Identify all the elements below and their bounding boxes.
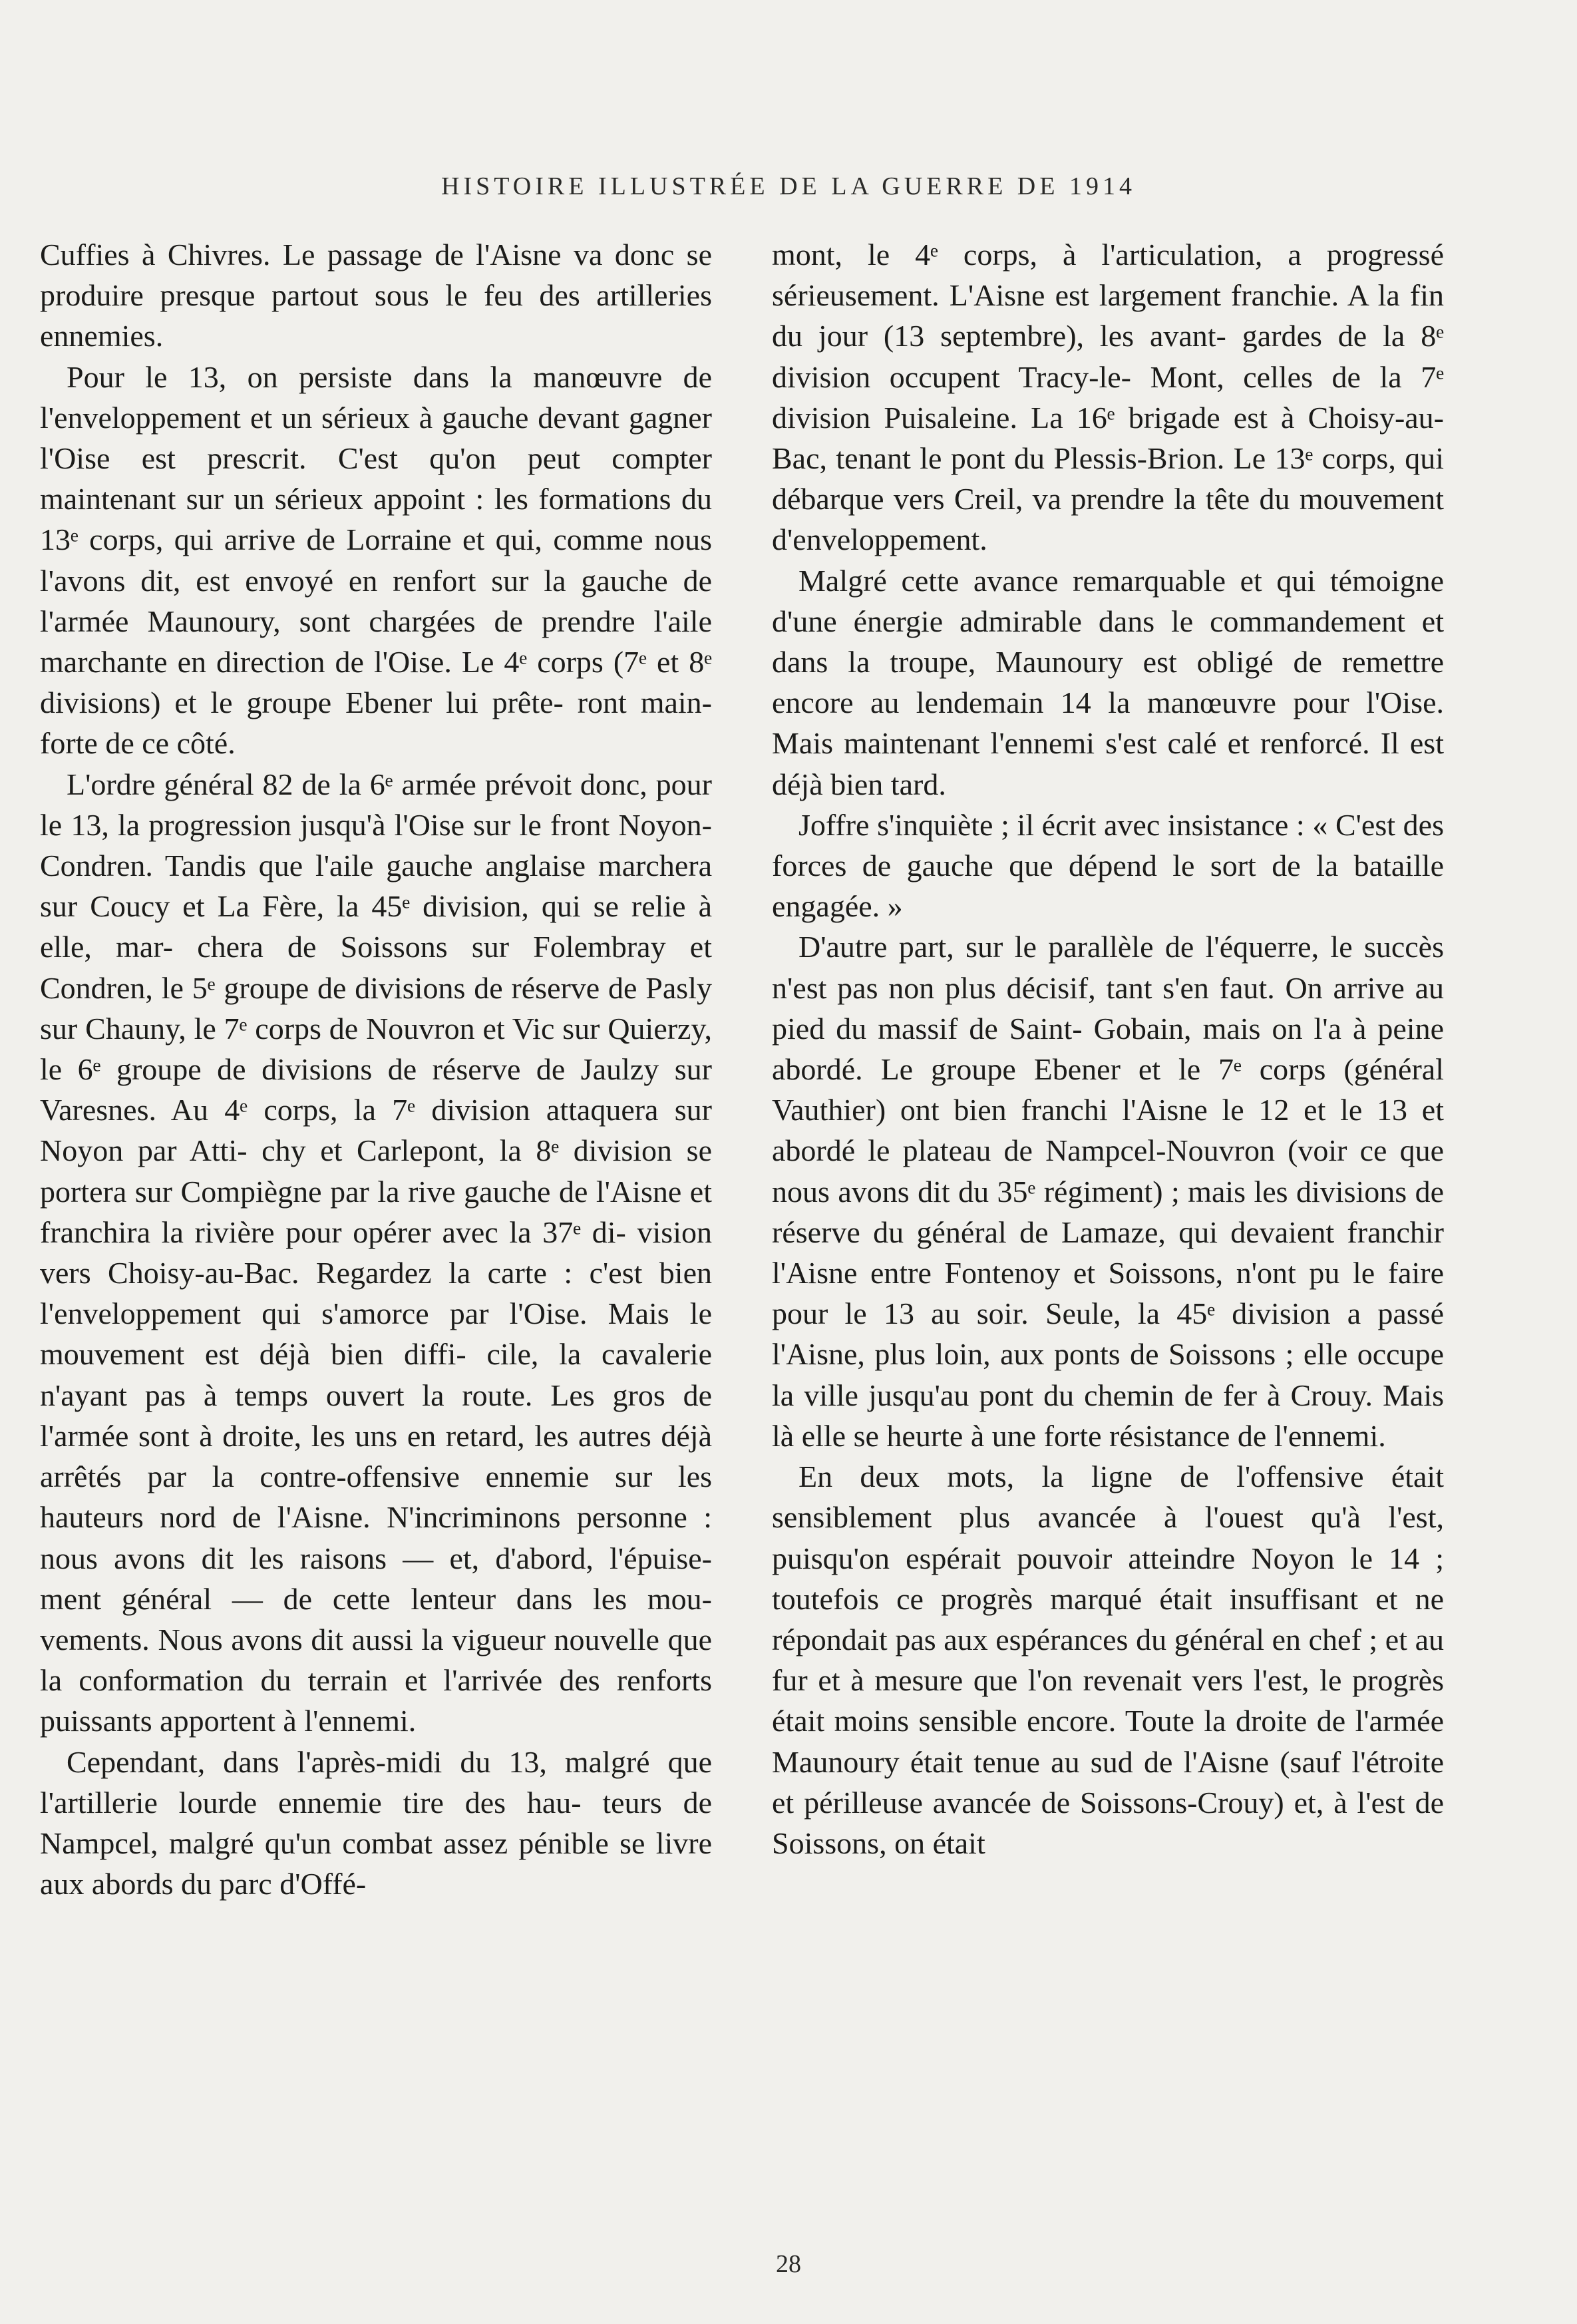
page-number: 28: [776, 2250, 801, 2278]
paragraph: mont, le 4ᵉ corps, à l'articulation, a progressé sérieusement. L'Aisne est largement franchie. A la fin du jour (13 septembre), les avant- gardes de la 8ᵉ division occupent Tracy-le- Mont, celles de la 7ᵉ division Puisaleine. La 16ᵉ brigade est à Choisy-au-Bac, tenant le pont du Plessis-Brion. Le 13ᵉ corps, qui débarque vers Creil, va prendre la tête du mouvement d'enveloppement.: [772, 238, 1444, 557]
running-header: HISTOIRE ILLUSTRÉE DE LA GUERRE DE 1914: [441, 172, 1136, 200]
paragraph: En deux mots, la ligne de l'offensive était sensiblement plus avancée à l'ouest qu'à l'est, puisqu'on espérait pouvoir atteindre Noyon le 14 ; toutefois ce progrès marqué était insuffisant et ne répondait pas aux espérances du général en chef ; et au fur et à mesure que l'on revenait vers l'est, le progrès était moins sensible encore. Toute la droite de l'armée Maunoury était tenue au sud de l'Aisne (sauf l'étroite et périlleuse avancée de Soissons-Crouy) et, à l'est de Soissons, on était: [772, 1459, 1444, 1860]
paragraph: Cuffies à Chivres. Le passage de l'Aisne va donc se produire presque partout sous le feu des artilleries ennemies.: [40, 238, 712, 353]
paragraph: Malgré cette avance remarquable et qui témoigne d'une énergie admirable dans le commandement et dans la troupe, Maunoury est obligé de remettre encore au lendemain 14 la manœuvre pour l'Oise. Mais maintenant l'ennemi s'est calé et renforcé. Il est déjà bien tard.: [772, 563, 1444, 801]
paragraph: D'autre part, sur le parallèle de l'équerre, le succès n'est pas non plus décisif, tant s'en faut. On arrive au pied du massif de Saint- Gobain, mais on l'a à peine abordé. Le groupe Ebener et le 7ᵉ corps (général Vauthier) ont bien franchi l'Aisne le 12 et le 13 et abordé le plateau de Nampcel-Nouvron (voir ce que nous avons dit du 35ᵉ régiment) ; mais les divisions de réserve du général de Lamaze, qui devaient franchir l'Aisne entre Fontenoy et Soissons, n'ont pu le faire pour le 13 au soir. Seule, la 45ᵉ division a passé l'Aisne, plus loin, aux ponts de Soissons ; elle occupe la ville jusqu'au pont du chemin de fer à Crouy. Mais là elle se heurte à une forte résistance de l'ennemi.: [772, 930, 1444, 1453]
left-column: [40, 234, 712, 1904]
paragraph: Pour le 13, on persiste dans la manœuvre de l'enveloppement et un sérieux à gauche devant gagner l'Oise est prescrit. C'est qu'on peut compter maintenant sur un sérieux appoint : les formations du 13ᵉ corps, qui arrive de Lorraine et qui, comme nous l'avons dit, est envoyé en renfort sur la gauche de l'armée Maunoury, sont chargées de prendre l'aile marchante en direction de l'Oise. Le 4ᵉ corps (7ᵉ et 8ᵉ divisions) et le groupe Ebener lui prête- ront main-forte de ce côté.: [40, 359, 712, 761]
paragraph: Cependant, dans l'après-midi du 13, malgré que l'artillerie lourde ennemie tire des hau- teurs de Nampcel, malgré qu'un combat assez pénible se livre aux abords du parc d'Offé-: [40, 1744, 712, 1901]
paragraph: L'ordre général 82 de la 6ᵉ armée prévoit donc, pour le 13, la progression jusqu'à l'Oise sur le front Noyon-Condren. Tandis que l'aile gauche anglaise marchera sur Coucy et La Fère, la 45ᵉ division, qui se relie à elle, mar- chera de Soissons sur Folembray et Condren, le 5ᵉ groupe de divisions de réserve de Pasly sur Chauny, le 7ᵉ corps de Nouvron et Vic sur Quierzy, le 6ᵉ groupe de divisions de réserve de Jaulzy sur Varesnes. Au 4ᵉ corps, la 7ᵉ division attaquera sur Noyon par Atti- chy et Carlepont, la 8ᵉ division se portera sur Compiègne par la rive gauche de l'Aisne et franchira la rivière pour opérer avec la 37ᵉ di- vision vers Choisy-au-Bac. Regardez la carte : c'est bien l'enveloppement qui s'amorce par l'Oise. Mais le mouvement est déjà bien diffi- cile, la cavalerie n'ayant pas à temps ouvert la route. Les gros de l'armée sont à droite, les uns en retard, les autres déjà arrêtés par la contre-offensive ennemie sur les hauteurs nord de l'Aisne. N'incriminons personne : nous avons dit les raisons — et, d'abord, l'épuise- ment général — de cette lenteur dans les mou- vements. Nous avons dit aussi la vigueur nouvelle que la conformation du terrain et l'arrivée des renforts puissants apportent à l'ennemi.: [40, 767, 712, 1738]
paragraph: Joffre s'inquiète ; il écrit avec insistance : « C'est des forces de gauche que dépend le sort de la bataille engagée. »: [772, 807, 1444, 924]
right-column: [772, 234, 1444, 1863]
